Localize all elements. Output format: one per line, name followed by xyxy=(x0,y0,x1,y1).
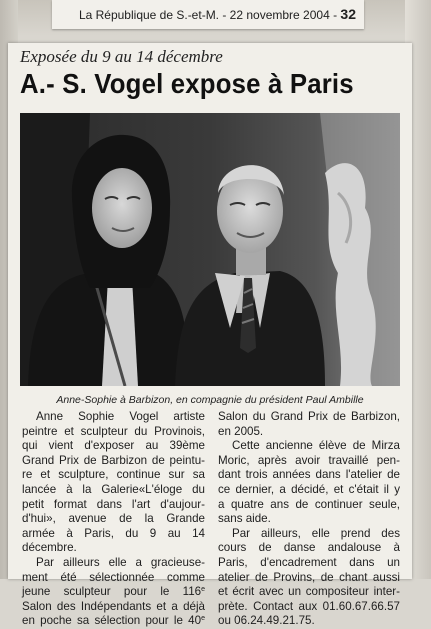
masthead xyxy=(52,0,364,29)
text-line: armée à Paris, du 9 au 14 xyxy=(22,526,205,540)
text-line: décembre. xyxy=(22,541,77,555)
text-line: petit format dans l'art d'aujour- xyxy=(22,497,205,511)
article-column-1 xyxy=(22,410,205,629)
text-line: Salon des Indépendants et a déjà xyxy=(22,599,205,613)
text-line: Paris, d'encadrement dans un xyxy=(218,555,400,569)
text-line: Par ailleurs, elle prend des xyxy=(232,526,400,540)
text-line: re et sculpture, continue sur sa xyxy=(22,468,205,482)
text-line: ou 06.24.49.21.75. xyxy=(218,614,315,628)
text-line: prète. Contact aux 01.60.67.66.57 xyxy=(218,599,400,613)
text-line: d'hui», avenue de la Grande xyxy=(22,512,205,526)
text-line: Grand Prix de Barbizon de peintu- xyxy=(22,453,205,467)
text-line: lancée à la Galerie«L'éloge du xyxy=(22,482,205,496)
kicker: Exposée du 9 au 14 décembre xyxy=(20,47,223,66)
headline: A.- S. Vogel expose à Paris xyxy=(20,68,354,99)
masthead-publication: La République de S.-et-M. - 22 novembre 2004 - xyxy=(78,8,341,22)
text-line: et écrit avec un compositeur inter- xyxy=(218,585,400,599)
text-line: atelier de Provins, de chant aussi xyxy=(218,570,400,584)
text-line: Anne Sophie Vogel artiste xyxy=(36,410,205,423)
text-line: cours de danse andalouse à xyxy=(218,541,400,555)
text-fragment: en poche sa sélection pour le 40 xyxy=(22,614,202,628)
text-line: sans aide. xyxy=(218,512,271,526)
text-fragment: jeune sculpteur pour le 116 xyxy=(22,585,202,599)
text-line: qui vient d'exposer au 39ème xyxy=(22,439,205,453)
text-line: Par ailleurs elle a gracieuse- xyxy=(36,555,205,569)
text-line: a quatre ans de continuer seule, xyxy=(218,497,400,511)
superscript: e xyxy=(201,615,205,623)
text-line: dant trois années dans l'atelier de xyxy=(218,468,400,482)
photo-illustration xyxy=(20,113,400,386)
text-line: ce dernier, a décidé, et c'était il y xyxy=(218,482,400,496)
text-line-with-sup xyxy=(22,614,205,629)
newspaper-clipping xyxy=(8,43,412,628)
text-line: Moric, après avoir travaillé pen- xyxy=(218,453,400,467)
text-line-with-sup xyxy=(22,585,205,600)
article-column-2 xyxy=(218,410,400,629)
article-photo xyxy=(20,113,400,386)
text-line: ment été sélectionnée comme xyxy=(22,570,205,584)
page-number: 32 xyxy=(340,6,356,22)
text-line: Salon du Grand Prix de Barbizon, xyxy=(218,410,400,423)
photo-caption: Anne-Sophie à Barbizon, en compagnie du président Paul Ambille xyxy=(56,394,364,406)
superscript: e xyxy=(201,586,205,594)
text-line: Cette ancienne élève de Mirza xyxy=(232,439,400,453)
text-line: peintre et sculpteur du Provinois, xyxy=(22,424,205,438)
text-line: en 2005. xyxy=(218,424,264,438)
